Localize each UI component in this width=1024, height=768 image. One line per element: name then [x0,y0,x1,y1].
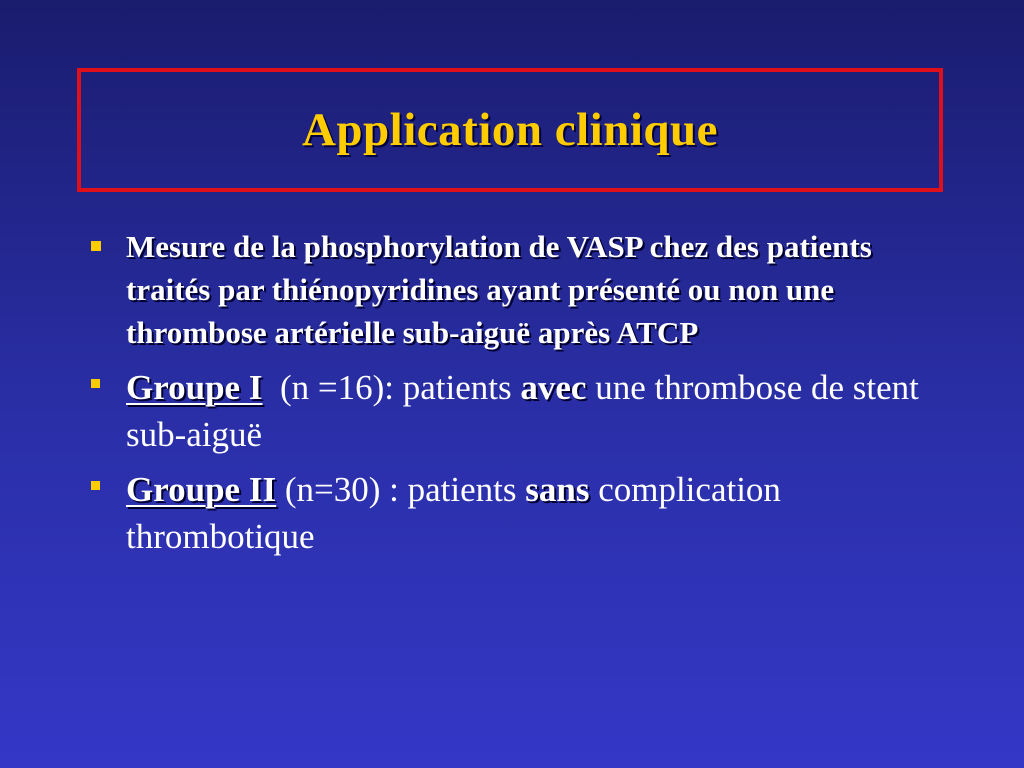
bullet-text: Mesure de la phosphorylation de VASP chez des patients traités par thiénopyridines ayant présenté ou non une thrombose artérielle sub-aiguë après ATCP [126,229,872,350]
group-detail: (n =16): patients [279,368,512,407]
title-box [77,68,943,192]
bullet-item-group-2 [88,466,948,560]
group-rest: une thrombose de stent sub-aiguë [126,368,919,454]
group-label: Groupe I [126,368,263,407]
group-label: Groupe II [126,470,277,509]
square-bullet-icon [91,241,101,251]
bullet-list [88,225,948,568]
slide-title: Application clinique [301,104,719,156]
group-emphasis: sans [525,470,590,509]
square-bullet-icon [91,481,100,490]
bullet-item-measurement [88,225,948,354]
group-emphasis: avec [520,368,587,407]
square-bullet-icon [91,379,100,388]
bullet-item-group-1 [88,364,948,458]
group-detail: (n=30) : patients [284,470,517,509]
group-rest: complication thrombotique [126,470,781,556]
